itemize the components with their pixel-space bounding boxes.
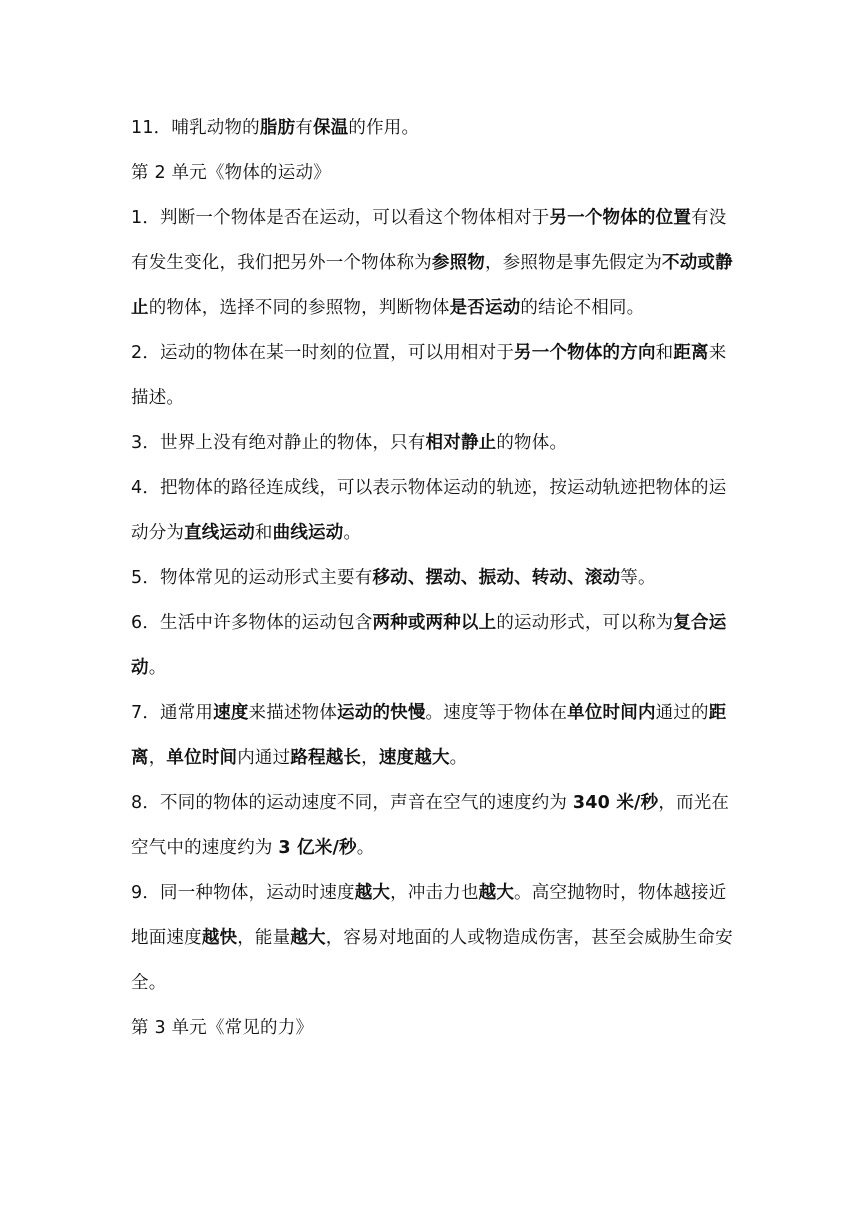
bold-text-run: 单位时间: [166, 748, 238, 768]
bold-text-run: 单位时间内: [567, 703, 656, 723]
text-run: 来描述。: [131, 343, 727, 408]
text-run: 4．把物体的路径连成线，可以表示物体运动的轨迹，按运动轨迹把物体的运动分为: [131, 478, 727, 543]
text-run: 。速度等于物体在: [425, 703, 568, 723]
paragraph-item-2: [131, 331, 733, 421]
bold-text-run: 340 米/秒: [572, 793, 659, 813]
text-run: 。: [343, 523, 362, 543]
text-run: 。: [449, 748, 468, 768]
bold-text-run: 保温: [312, 118, 349, 138]
text-run: 9．同一种物体，运动时速度: [131, 883, 355, 903]
text-run: 内通过: [237, 748, 291, 768]
bold-text-run: 另一个物体的位置: [549, 208, 692, 228]
text-run: 11．哺乳动物的: [131, 118, 260, 138]
text-run: 。: [148, 658, 167, 678]
paragraph-item-3: [131, 421, 733, 466]
paragraph-item-1: [131, 196, 733, 331]
bold-text-run: 越大: [290, 928, 326, 948]
unit-3-heading: [131, 1006, 733, 1051]
text-run: 的作用。: [348, 118, 420, 138]
bold-text-run: 越大: [354, 883, 391, 903]
text-run: 3．世界上没有绝对静止的物体，只有: [131, 433, 426, 453]
text-run: 和: [254, 523, 273, 543]
bold-text-run: 越大: [478, 883, 515, 903]
bold-text-run: 直线运动: [184, 523, 255, 543]
document-body: [131, 106, 733, 1051]
text-run: 。: [356, 838, 375, 858]
bold-text-run: 路程越长: [290, 748, 362, 768]
bold-text-run: 参照物: [431, 253, 486, 273]
text-run: 1．判断一个物体是否在运动，可以看这个物体相对于: [131, 208, 550, 228]
text-run: 的物体，选择不同的参照物，判断物体: [148, 298, 450, 318]
text-run: 的结论不相同。: [520, 298, 645, 318]
bold-text-run: 是否运动: [449, 298, 521, 318]
paragraph-item-4: [131, 466, 733, 556]
paragraph-item-6: [131, 601, 733, 691]
bold-text-run: 距离: [131, 703, 727, 768]
text-run: ，冲击力也: [390, 883, 479, 903]
text-run: 第 2 单元《物体的运动》: [131, 163, 331, 183]
bold-text-run: 速度越大: [378, 748, 450, 768]
text-run: 和: [655, 343, 674, 363]
text-run: 的物体。: [496, 433, 568, 453]
text-run: ，: [148, 748, 167, 768]
text-run: ，参照物是事先假定为: [485, 253, 663, 273]
text-run: 6．生活中许多物体的运动包含: [131, 613, 373, 633]
paragraph-item-5: [131, 556, 733, 601]
paragraph-item-7: [131, 691, 733, 781]
bold-text-run: 速度: [213, 703, 249, 723]
unit-2-heading: [131, 151, 733, 196]
text-run: 有没有发生变化，我们把另外一个物体称为: [131, 208, 727, 273]
bold-text-run: 越快: [201, 928, 238, 948]
bold-text-run: 脂肪: [259, 118, 296, 138]
paragraph-item-8: [131, 781, 733, 871]
bold-text-run: 相对静止: [425, 433, 497, 453]
text-run: 有: [295, 118, 313, 138]
text-run: 2．运动的物体在某一时刻的位置，可以用相对于: [131, 343, 515, 363]
text-run: 5．物体常见的运动形式主要有: [131, 568, 373, 588]
text-run: ，而光在空气中的速度约为: [131, 793, 730, 858]
text-run: 。高空抛物时，物体越接近地面速度: [131, 883, 727, 948]
bold-text-run: 两种或两种以上: [372, 613, 497, 633]
text-run: 来描述物体: [248, 703, 338, 723]
bold-text-run: 3 亿米/秒: [278, 838, 357, 858]
text-run: 通过的: [655, 703, 709, 723]
bold-text-run: 运动的快慢: [337, 703, 426, 723]
text-run: 7．通常用: [131, 703, 214, 723]
text-run: 的运动形式，可以称为: [496, 613, 674, 633]
text-run: 第 3 单元《常见的力》: [131, 1018, 314, 1038]
text-run: 等。: [620, 568, 656, 588]
text-run: ，: [361, 748, 379, 768]
paragraph-mammal-fat: [131, 106, 733, 151]
bold-text-run: 不动或静止: [131, 253, 733, 318]
paragraph-item-9: [131, 871, 733, 1006]
bold-text-run: 另一个物体的方向: [514, 343, 656, 363]
text-run: 8．不同的物体的运动速度不同，声音在空气的速度约为: [131, 793, 573, 813]
bold-text-run: 移动、摆动、振动、转动、滚动: [372, 568, 621, 588]
text-run: ，容易对地面的人或物造成伤害，甚至会威胁生命安全。: [131, 928, 733, 993]
bold-text-run: 曲线运动: [272, 523, 344, 543]
bold-text-run: 距离: [673, 343, 709, 363]
text-run: ，能量: [237, 928, 291, 948]
bold-text-run: 复合运动: [131, 613, 727, 678]
